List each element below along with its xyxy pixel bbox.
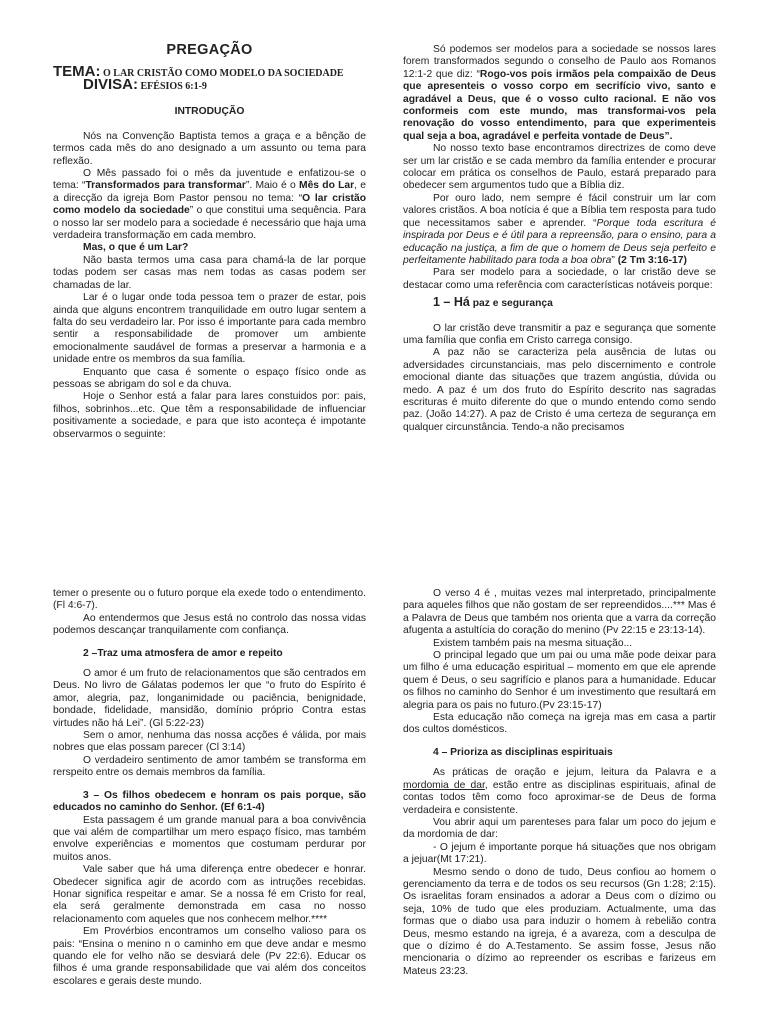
paragraph: As práticas de oração e jejum, leitura da Palavra e a mordomia de dar, estão entre as disciplinas espirituais, afinal de contas todos têm como foco aproximar-se de Deus de forma verdadeira e consistente. <box>403 767 716 816</box>
section-heading-2: 2 –Traz uma atmosfera de amor e repeito <box>83 647 283 659</box>
column-4 <box>403 588 716 978</box>
divisa-text: EFÉSIOS 6:1-9 <box>140 81 207 93</box>
paragraph: O Mês passado foi o mês da juventude e enfatizou-se o tema: “Transformados para transformar”. Maio é o Mês do Lar, e a direcção da igreja Bom Pastor pensou no tema: “O lar cristão como modelo da sociedade” o que constitui uma sequência. Para o nosso lar ser modelo para a sociedade é necessário que haja uma verdadeira transformação em cada membro. <box>53 168 367 242</box>
divisa-line <box>83 76 366 94</box>
paragraph: O principal legado que um pai ou uma mãe pode deixar para um filho é uma educação espiritual – momento em que ele aprende quem é Deus, o seu sagrifício e planos para a humanidade. Educar os filhos no caminho do Senhor é um investimento que resultará em alegria para os pais no futuro.(Pv 23:15-17) <box>403 650 716 711</box>
paragraph: Não basta termos uma casa para chamá-la de lar porque todas podem ser casas mas nem todas as casas podem ser chamadas de lar. <box>53 254 366 291</box>
paragraph: temer o presente ou o futuro porque ela exede todo o entendimento. (Fl 4:6-7). <box>53 588 366 612</box>
paragraph: Lar é o lugar onde toda pessoa tem o prazer de estar, pois ainda que alguns encontrem tranquilidade em outro lugar sentem a falta do seu verdadeiro lar. Por isso é importante para cada membro sentir a responsabilidade de promover um ambiente emocionalmente saudável de formas a preservar a harmonia e a unidade entre os membros da sua família. <box>53 292 366 366</box>
paragraph: A paz não se caracteriza pela ausência de lutas ou adversidades circunstanciais, mas pelo discernimento e controle emocional diante das situações que trazem angústia, dúvida ou medo. A paz é um dos fruto do Espírito descrito nas sagradas escrituras é muito diferente do que o mundo entendo como sendo paz. (João 14:27). A paz de Cristo é uma certeza de segurança em qualquer circunstância. Tendo-a não precisamos <box>403 347 716 433</box>
paragraph: Em Provérbios encontramos um conselho valioso para os pais: “Ensina o menino n o caminho em que deve andar e mesmo quando ele for velho não se desviará dele (Pv 22:6). Educar os filhos é uma grande responsabilidade que vai além dos conceitos escolares e gerais deste mundo. <box>53 926 366 987</box>
paragraph: O verdadeiro sentimento de amor também se transforma em rerspeito entre os demais membros da família. <box>53 754 366 779</box>
column-3 <box>53 588 366 988</box>
paragraph: Ao entendermos que Jesus está no controlo das nossa vidas podemos descançar tranquilamente com confiança. <box>53 612 366 637</box>
paragraph: - O jejum é importante porque há situações que nos obrigam a jejuar(Mt 17:21). <box>403 841 716 866</box>
paragraph: Hoje o Senhor está a falar para lares constuidos por: pais, filhos, sobrinhos...etc. Que têm a responsabilidade de influenciar positivamente a sociedade, e para que isto aconteça é impotante observarmos o seguinte: <box>53 391 366 440</box>
column-1 <box>53 44 366 441</box>
column-2 <box>403 44 716 434</box>
subheading: Mas, o que é um Lar? <box>83 242 189 254</box>
paragraph: Existem também pais na mesma situação... <box>433 637 633 649</box>
paragraph: O lar cristão deve transmitir a paz e segurança que somente uma família que confia em Cristo carrega consigo. <box>403 322 716 346</box>
paragraph: Só podemos ser modelos para a sociedade se nossos lares forem transformados segundo o conselho de Paulo aos Romanos 12:1-2 que diz: “Rogo-vos pois irmãos pela compaixão de Deus que apresenteis o vosso corpo em secrifício vivo, santo e agradável a Deus, que é o vosso culto racional. E não vos conformeis com este mundo, mas transformai-vos pela renovação do vosso entendimento, para que experimenteis qual seja a boa, agradável e perfeita vontade de Deus”. <box>403 44 716 142</box>
paragraph: No nosso texto base encontramos directrizes de como deve ser um lar cristão e se cada membro da família entender e procurar colocar em prática os conselhos de Paulo, estará preparado para obedecer sem argumentos tudo que a Bíblia diz. <box>403 143 716 192</box>
paragraph: O amor é um fruto de relacionamentos que são centrados em Deus. No livro de Gálatas podemos ler que “o fruto do Espírito é amor, alegria, paz, longanimidade ou paciência, benignidade, bondade, fidelidade, mansidão, domínio próprio Contra estas virtudes não há Lei”. (Gl 5:22-23) <box>53 668 366 729</box>
section-heading-4: 4 – Prioriza as disciplinas espirituais <box>433 746 613 758</box>
tema-text: O LAR CRISTÃO COMO MODELO DA SOCIEDADE <box>103 68 344 80</box>
paragraph: O verso 4 é , muitas vezes mal interpretado, principalmente para aqueles filhos que não gostam de ser repreendidos....*** Mas é a Palavra de Deus que também nos orienta que a varra da correção afugenta a astultícia do coração do menino (Pv 22:15 e 23:13-14). <box>403 588 716 637</box>
paragraph: Para ser modelo para a sociedade, o lar cristão deve se destacar como uma referência com características notáveis porque: <box>403 267 716 291</box>
section-heading-3: 3 – Os filhos obedecem e honram os pais porque, são educados no caminho do Senhor. (Ef 6:1-4) <box>53 789 366 814</box>
paragraph: Vou abrir aqui um parenteses para falar um poco do jejum e da mordomia de dar: <box>403 816 716 841</box>
section-heading-1: 1 – Há paz e segurança <box>433 295 553 310</box>
divisa-label: DIVISA: <box>83 76 139 94</box>
paragraph: Vale saber que há uma diferença entre obedecer e honrar. Obedecer significa agir de acordo com as intruções recebidas. Honar significa respeitar e amar. Se a nossa fé em Cristo for real, ela será geralmente demonstrada em casa no nosso relacionamento com aqueles que nos conhecem melhor.**** <box>53 864 366 925</box>
paragraph: Esta passagem é um grande manual para a boa convivência que vai além de compartilhar um mero espaço físico, mas também envolve experiências e momentos que costumam perdurar por muitos anos. <box>53 814 366 863</box>
paragraph: Mesmo sendo o dono de tudo, Deus confiou ao homem o gerenciamento da terra e de todos os seu recursos (Gn 1:28; 2:15). Os israelitas foram ensinados a adorar a Deus com o dízimo ou seja, 10% de tudo que eles produziam. Actualmente, uma das formas que o diabo usa para induzir o homem à rebelião contra Deus, mesmo estando na igreja, é a avareza, com a desculpa de que o dízimo é do A.Testamento. Se assim fosse, Jesus não mencionaria o dízimo ao repreender os escribas e farizeus em Mateus 23:23. <box>403 866 716 977</box>
paragraph: Sem o amor, nenhuma das nossa acções é válida, por mais nobres que elas possam parecer (Cl 3:14) <box>53 730 366 754</box>
page-title: PREGAÇÃO <box>166 42 253 58</box>
paragraph: Enquanto que casa é somente o espaço físico onde as pessoas se abrigam do sol e da chuva. <box>53 366 366 390</box>
paragraph: Nós na Convenção Baptista temos a graça e a bênção de termos cada mês do ano designado a um assunto ou tema para reflexão. <box>53 130 366 167</box>
tema-label: TEMA: <box>53 63 101 81</box>
paragraph: Por ouro lado, nem sempre é fácil construir um lar com valores cristãos. A boa notícia é que a Bíblia tem resposta para tudo que necessitamos saber e aprender. “Porque toda escritura é inspirada por Deus e é útil para a repreensão, para o ensino, para a educação na justiça, a fim de que o homem de Deus seja perfeito e perfeitamente habilitado para toda a boa obra” (2 Tm 3:16-17) <box>403 192 716 266</box>
paragraph: Esta educação não começa na igreja mas em casa a partir dos cultos domésticos. <box>403 712 716 736</box>
intro-heading: INTRODUÇÃO <box>174 106 245 118</box>
